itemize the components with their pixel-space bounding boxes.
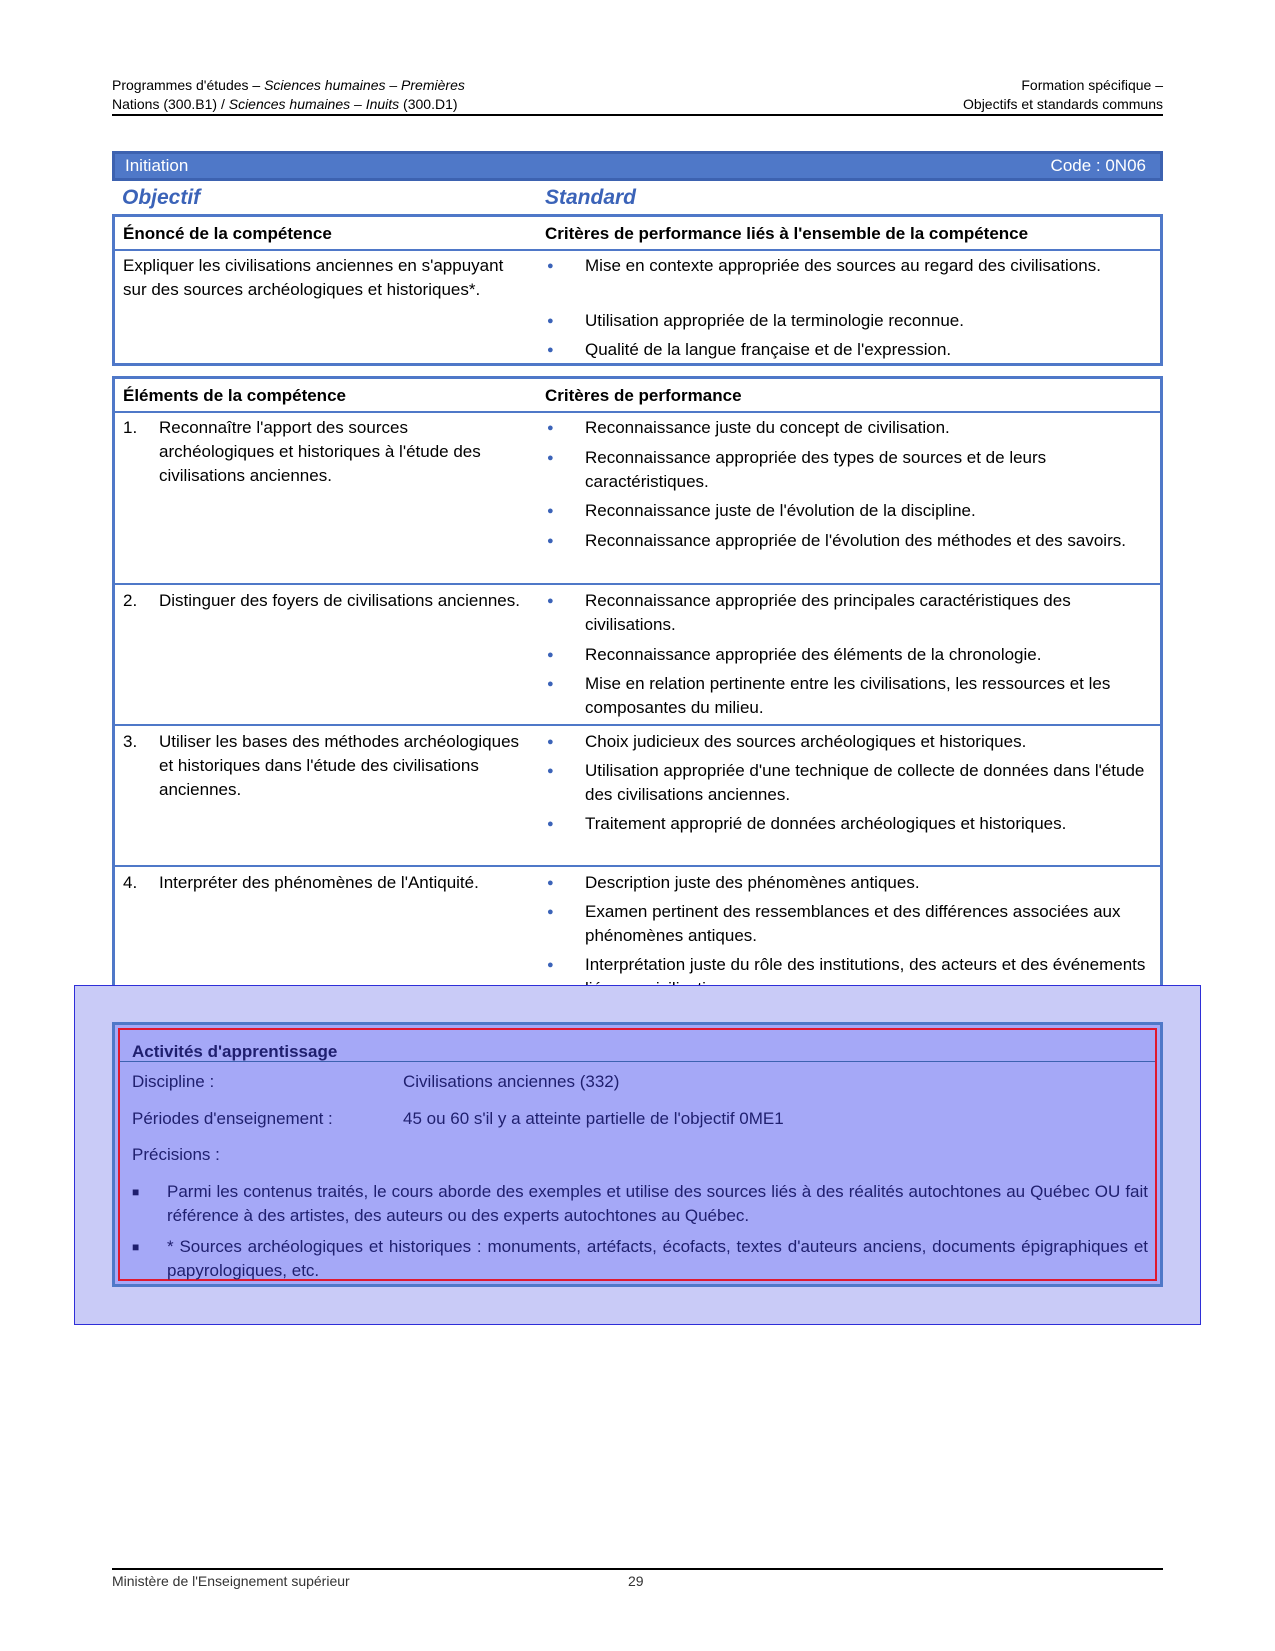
elements-header-row bbox=[115, 379, 1160, 411]
critere-item: ● Reconnaissance appropriée des types de sources et de leurs caractéristiques. bbox=[547, 446, 1147, 494]
page-footer bbox=[112, 1568, 1163, 1589]
discipline-value: Civilisations anciennes (332) bbox=[403, 1072, 620, 1091]
element-row-2 bbox=[115, 583, 1160, 724]
precisions-label: Précisions : bbox=[132, 1145, 220, 1164]
critere-item: ● Reconnaissance appropriée de l'évolution des méthodes et des savoirs. bbox=[547, 529, 1147, 553]
criteres-ensemble-header: Critères de performance liés à l'ensemble de la compétence bbox=[545, 224, 1029, 243]
learning-activities-box bbox=[112, 1022, 1163, 1287]
competence-body-row bbox=[115, 249, 1160, 363]
element-row-4 bbox=[115, 865, 1160, 1002]
critere-item: ● Traitement approprié de données archéologiques et historiques. bbox=[547, 812, 1147, 836]
critere-ensemble-item: ● Mise en contexte appropriée des sources au regard des civilisations. bbox=[547, 254, 1117, 278]
critere-item: ● Mise en relation pertinente entre les civilisations, les ressources et les composantes du milieu. bbox=[547, 672, 1147, 720]
element-text: 1. Reconnaître l'apport des sources archéologiques et historiques à l'étude des civilisations anciennes. bbox=[123, 418, 481, 485]
course-level: Initiation bbox=[125, 156, 189, 175]
element-row-3 bbox=[115, 724, 1160, 865]
critere-item: ● Examen pertinent des ressemblances et des différences associées aux phénomènes antiques. bbox=[547, 900, 1147, 948]
learning-activities-title: Activités d'apprentissage bbox=[132, 1042, 338, 1061]
elements-box bbox=[112, 376, 1163, 1007]
standard-heading: Standard bbox=[545, 186, 637, 209]
precision-item: ■ * Sources archéologiques et historiques : monuments, artéfacts, écofacts, textes d'auteurs anciens, documents épigraphiques et papyrologiques, etc. bbox=[132, 1235, 1148, 1283]
enonce-text: Expliquer les civilisations anciennes en s'appuyant sur des sources archéologiques et historiques*. bbox=[123, 256, 504, 299]
element-text: 4. Interpréter des phénomènes de l'Antiquité. bbox=[123, 873, 479, 892]
competence-box bbox=[112, 214, 1163, 366]
element-row-1 bbox=[115, 411, 1160, 583]
periodes-value: 45 ou 60 s'il y a atteinte partielle de l'objectif 0ME1 bbox=[403, 1109, 784, 1128]
element-text: 3. Utiliser les bases des méthodes archéologiques et historiques dans l'étude des civilisations anciennes. bbox=[123, 732, 520, 799]
critere-item: ● Utilisation appropriée d'une technique de collecte de données dans l'étude des civilisations anciennes. bbox=[547, 759, 1147, 807]
learning-activities-inner bbox=[118, 1028, 1157, 1281]
precision-item: ■ Parmi les contenus traités, le cours aborde des exemples et utilise des sources liés à des réalités autochtones au Québec OU fait référence à des artistes, des auteurs ou des experts autochtones au Québec. bbox=[132, 1180, 1148, 1228]
competence-header-row bbox=[115, 217, 1160, 249]
criteres-header: Critères de performance bbox=[545, 386, 742, 405]
element-text: 2. Distinguer des foyers de civilisations anciennes. bbox=[123, 591, 520, 610]
critere-ensemble-item: ● Utilisation appropriée de la terminologie reconnue. bbox=[547, 309, 1117, 333]
critere-item: ● Choix judicieux des sources archéologiques et historiques. bbox=[547, 730, 1147, 754]
objectif-heading: Objectif bbox=[122, 186, 201, 209]
critere-ensemble-item: ● Qualité de la langue française et de l'expression. bbox=[547, 338, 1117, 362]
divider bbox=[120, 1061, 1155, 1062]
critere-item: ● Interprétation juste du rôle des institutions, des acteurs et des événements bbox=[547, 953, 1147, 1001]
periodes-label: Périodes d'enseignement : bbox=[132, 1109, 333, 1128]
header-program-title: Programmes d'études – Sciences humaines – Premières Nations (300.B1) / Sciences humaines – Inuits (300.D1) bbox=[112, 77, 465, 112]
critere-item: ● Description juste des phénomènes antiques. bbox=[547, 871, 1147, 895]
footer-ministry: Ministère de l'Enseignement supérieur bbox=[112, 1573, 350, 1589]
critere-item: ● Reconnaissance appropriée des principales caractéristiques des civilisations. bbox=[547, 589, 1147, 637]
page-header bbox=[112, 76, 1163, 116]
critere-item: ● Reconnaissance juste du concept de civilisation. bbox=[547, 416, 1147, 440]
course-title-bar bbox=[112, 151, 1163, 181]
critere-item: ● Reconnaissance juste de l'évolution de la discipline. bbox=[547, 499, 1147, 523]
enonce-header: Énoncé de la compétence bbox=[123, 224, 332, 243]
critere-item: ● Reconnaissance appropriée des éléments de la chronologie. bbox=[547, 643, 1147, 667]
header-section-title: Formation spécifique – Objectifs et standards communs bbox=[963, 77, 1163, 112]
course-code: Code : 0N06 bbox=[1050, 156, 1146, 175]
elements-header: Éléments de la compétence bbox=[123, 386, 346, 405]
page-number: 29 bbox=[628, 1573, 644, 1589]
discipline-label: Discipline : bbox=[132, 1072, 215, 1091]
